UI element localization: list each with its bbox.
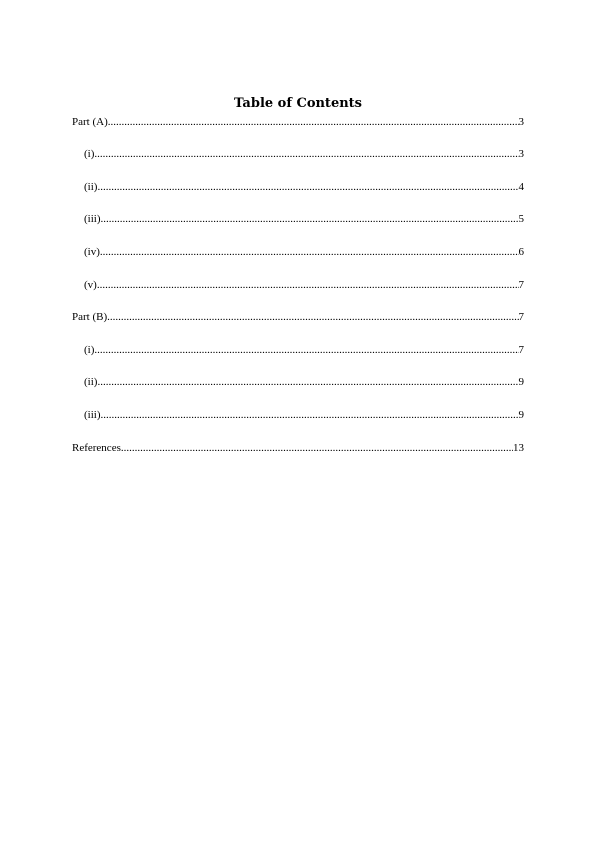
- toc-entry-part-a-v[interactable]: [72, 278, 524, 292]
- toc-entry-label: Part (A): [72, 116, 108, 128]
- toc-entry-part-a-iii[interactable]: [72, 212, 524, 226]
- toc-entry-page-number: 9: [518, 409, 524, 421]
- dot-leader: [101, 212, 519, 226]
- dot-leader: [94, 343, 518, 357]
- toc-entry-label: References: [72, 442, 121, 454]
- toc-entry-label: (i): [84, 148, 95, 160]
- dot-leader: [108, 115, 519, 129]
- toc-entry-page-number: 7: [518, 279, 524, 291]
- toc-entry-part-a[interactable]: [72, 115, 524, 129]
- toc-entry-label: Part (B): [72, 311, 108, 323]
- toc-entry-page-number: 6: [518, 246, 524, 258]
- dot-leader: [100, 245, 519, 259]
- toc-entry-label: (iii): [84, 213, 101, 225]
- toc-entry-page-number: 7: [518, 344, 524, 356]
- toc-entry-part-b-iii[interactable]: [72, 408, 524, 422]
- dot-leader: [97, 278, 519, 292]
- dot-leader: [101, 408, 519, 422]
- toc-entry-label: (ii): [84, 181, 98, 193]
- toc-entry-label: (ii): [84, 376, 98, 388]
- dot-leader: [97, 375, 518, 389]
- toc-entry-part-a-i[interactable]: [72, 147, 524, 161]
- dot-leader: [94, 147, 518, 161]
- toc-entry-page-number: 5: [518, 213, 524, 225]
- toc-entry-label: (i): [84, 344, 95, 356]
- dot-leader: [121, 441, 513, 455]
- toc-entry-label: (v): [84, 279, 97, 291]
- dot-leader: [107, 310, 518, 324]
- toc-entry-part-b[interactable]: [72, 310, 524, 324]
- toc-entry-part-a-ii[interactable]: [72, 180, 524, 194]
- toc-entry-part-b-i[interactable]: [72, 343, 524, 357]
- toc-entry-page-number: 3: [518, 148, 524, 160]
- toc-entry-label: (iii): [84, 409, 101, 421]
- toc-entry-page-number: 9: [518, 376, 524, 388]
- toc-entry-page-number: 7: [518, 311, 524, 323]
- toc-entry-page-number: 13: [513, 442, 524, 454]
- toc-entry-part-b-ii[interactable]: [72, 375, 524, 389]
- toc-entry-page-number: 4: [518, 181, 524, 193]
- toc-title: Table of Contents: [234, 96, 362, 111]
- toc-entry-page-number: 3: [518, 116, 524, 128]
- toc-entry-references[interactable]: [72, 441, 524, 455]
- dot-leader: [97, 180, 518, 194]
- toc-entry-label: (iv): [84, 246, 100, 258]
- toc-entry-part-a-iv[interactable]: [72, 245, 524, 259]
